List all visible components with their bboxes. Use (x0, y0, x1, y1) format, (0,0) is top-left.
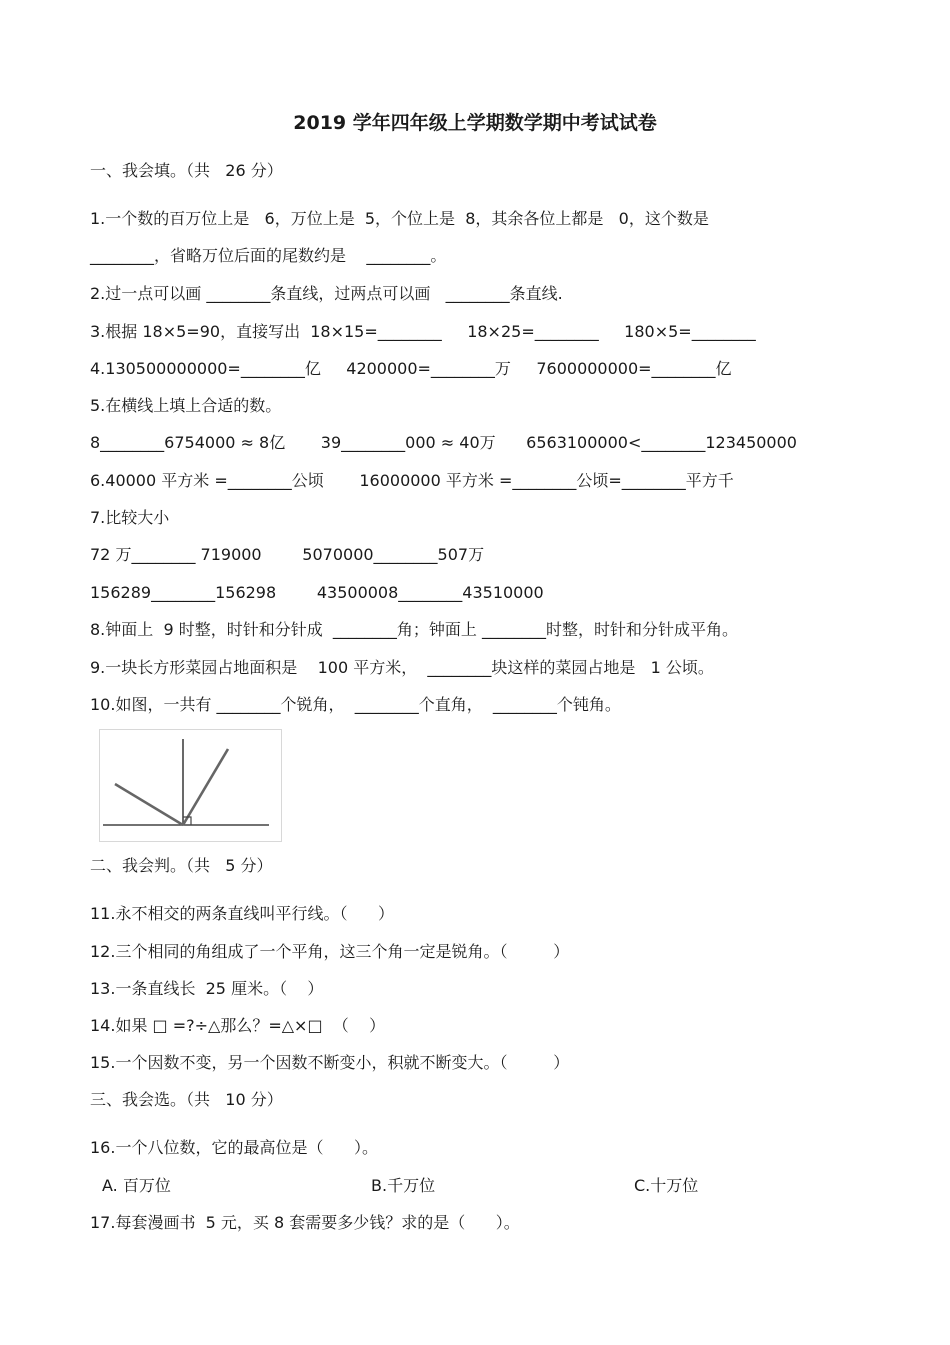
question-12: 12.三个相同的角组成了一个平角，这三个角一定是锐角。（ ） (90, 942, 570, 961)
question-16-option-b: B.千万位 (371, 1176, 436, 1195)
question-10: 10.如图，一共有 ________个锐角， ________个直角， ________个钝角。 (90, 695, 621, 714)
question-7: 7.比较大小 (90, 508, 170, 527)
question-15: 15.一个因数不变，另一个因数不断变小，积就不断变大。（ ） (90, 1053, 570, 1072)
page-title: 2019 学年四年级上学期数学期中考试试卷 (293, 112, 657, 134)
question-2: 2.过一点可以画 ________条直线，过两点可以画 ________条直线. (90, 284, 563, 303)
section-1-heading: 一、我会填。（共 26 分） (90, 161, 283, 180)
angle-figure (99, 729, 283, 843)
question-14: 14.如果 □ =?÷△那么？=△×□ （ ） (90, 1016, 386, 1035)
question-3: 3.根据 18×5=90，直接写出 18×15=________ 18×25=________ 180×5=________ (90, 322, 756, 341)
question-7-row-1: 72 万________ 719000 5070000________507万 (90, 545, 485, 564)
question-9: 9.一块长方形菜园占地面积是 100 平方米， ________块这样的菜园占地是 1 公顷。 (90, 658, 714, 677)
question-1-line-2: ________，省略万位后面的尾数约是 ________。 (90, 246, 447, 265)
left-ray (115, 784, 183, 825)
question-4: 4.130500000000=________亿 4200000=________万 7600000000=________亿 (90, 359, 732, 378)
question-7-row-2: 156289________156298 43500008________43510000 (90, 583, 544, 602)
question-5-items: 8________6754000 ≈ 8亿 39________000 ≈ 40万 6563100000<________123450000 (90, 433, 797, 452)
question-5: 5.在横线上填上合适的数。 (90, 396, 282, 415)
question-8: 8.钟面上 9 时整，时针和分针成 ________角；钟面上 ________时整，时针和分针成平角。 (90, 620, 738, 639)
section-2-heading: 二、我会判。（共 5 分） (90, 856, 273, 875)
question-13: 13.一条直线长 25 厘米。（ ） (90, 979, 324, 998)
question-16: 16.一个八位数，它的最高位是（ ）。 (90, 1138, 378, 1157)
question-17: 17.每套漫画书 5 元，买 8 套需要多少钱？求的是（ ）。 (90, 1213, 520, 1232)
question-1-line-1: 1.一个数的百万位上是 6，万位上是 5，个位上是 8，其余各位上都是 0，这个数是 (90, 209, 709, 228)
question-6: 6.40000 平方米 =________公顷 16000000 平方米 =________公顷=________平方千 (90, 471, 734, 490)
question-16-option-c: C.十万位 (634, 1176, 699, 1195)
section-3-heading: 三、我会选。（共 10 分） (90, 1090, 283, 1109)
right-ray (183, 749, 228, 825)
question-11: 11.永不相交的两条直线叫平行线。（ ） (90, 904, 394, 923)
question-16-option-a: A. 百万位 (102, 1176, 171, 1195)
